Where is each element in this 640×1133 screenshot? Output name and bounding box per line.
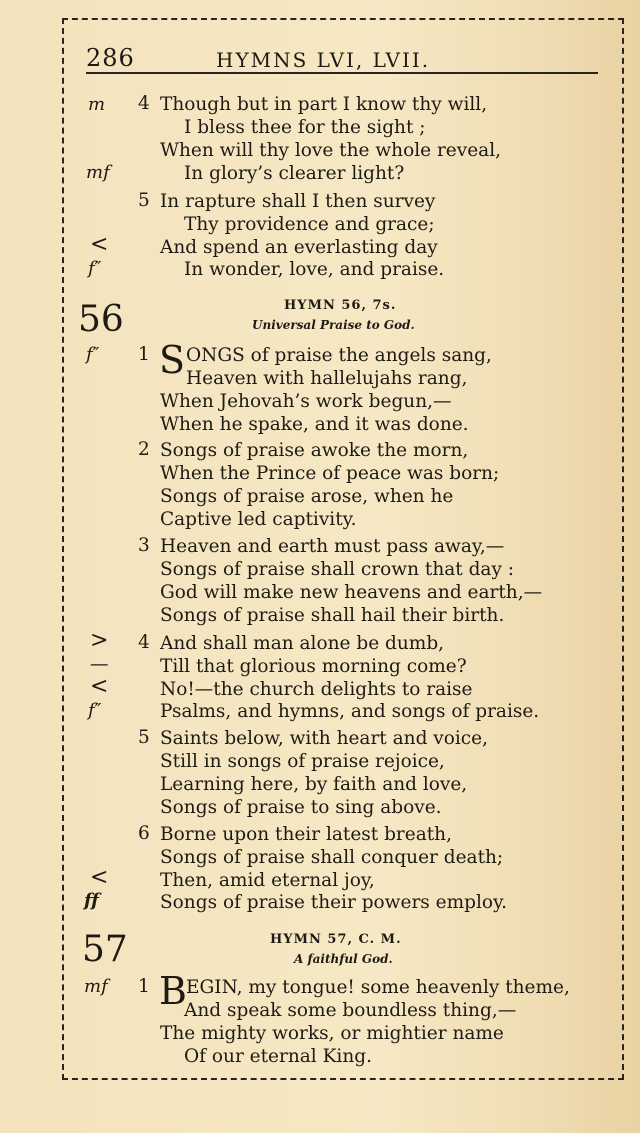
stanza-number: 3 bbox=[138, 535, 150, 556]
verse-line: Of our eternal King. bbox=[184, 1046, 372, 1067]
dynamic-mark: mf bbox=[84, 976, 108, 997]
stanza-number: 4 bbox=[138, 632, 150, 653]
verse-line: No!—the church delights to raise bbox=[160, 679, 473, 700]
verse-line: Though but in part I know thy will, bbox=[160, 94, 488, 115]
verse-line: Till that glorious morning come? bbox=[160, 656, 467, 677]
verse-line: In rapture shall I then survey bbox=[160, 191, 436, 212]
stanza-number: 5 bbox=[138, 190, 150, 211]
verse-line: The mighty works, or mightier name bbox=[160, 1023, 504, 1044]
dynamic-mark: mf bbox=[86, 162, 110, 183]
verse-line: EGIN, my tongue! some heavenly theme, bbox=[186, 977, 570, 998]
stanza-number: 1 bbox=[138, 976, 150, 997]
drop-capital: S bbox=[159, 338, 186, 382]
hymn-subtitle: Universal Praise to God. bbox=[252, 318, 415, 332]
verse-line: Heaven with hallelujahs rang, bbox=[186, 368, 468, 389]
verse-line: Then, amid eternal joy, bbox=[160, 870, 375, 891]
hymn-title: HYMN 57, C. M. bbox=[270, 932, 402, 947]
verse-line: Captive led captivity. bbox=[160, 509, 357, 530]
verse-line: When Jehovah’s work begun,— bbox=[160, 391, 452, 412]
verse-line: Learning here, by faith and love, bbox=[160, 774, 468, 795]
page-header bbox=[86, 42, 598, 74]
verse-line: Thy providence and grace; bbox=[184, 214, 435, 235]
dynamic-mark: m bbox=[88, 94, 106, 115]
verse-line: Songs of praise awoke the morn, bbox=[160, 440, 469, 461]
verse-line: Songs of praise to sing above. bbox=[160, 797, 442, 818]
verse-line: In glory’s clearer light? bbox=[184, 163, 405, 184]
verse-line: Songs of praise shall conquer death; bbox=[160, 847, 504, 868]
verse-line: Songs of praise shall hail their birth. bbox=[160, 605, 505, 626]
verse-line: Songs of praise shall crown that day : bbox=[160, 559, 515, 580]
hymn-number: 56 bbox=[78, 299, 124, 340]
crescendo-mark: < bbox=[90, 232, 109, 257]
verse-line: And speak some boundless thing,— bbox=[184, 1000, 517, 1021]
verse-line: I bless thee for the sight ; bbox=[184, 117, 426, 138]
hymn-subtitle: A faithful God. bbox=[294, 952, 393, 966]
verse-line: When will thy love the whole reveal, bbox=[160, 140, 501, 161]
verse-line: And shall man alone be dumb, bbox=[160, 633, 445, 654]
stanza-number: 4 bbox=[138, 93, 150, 114]
verse-line: Songs of praise arose, when he bbox=[160, 486, 454, 507]
crescendo-mark: < bbox=[90, 865, 109, 890]
verse-line: When the Prince of peace was born; bbox=[160, 463, 500, 484]
verse-line: ONGS of praise the angels sang, bbox=[186, 345, 492, 366]
decrescendo-mark: > bbox=[90, 628, 109, 653]
hymn-number: 57 bbox=[82, 929, 128, 970]
hymn-title: HYMN 56, 7s. bbox=[284, 298, 397, 313]
dynamic-mark: f″ bbox=[88, 258, 102, 279]
verse-line: When he spake, and it was done. bbox=[160, 414, 469, 435]
running-head: HYMNS LVI, LVII. bbox=[216, 48, 431, 72]
dynamic-mark: f″ bbox=[88, 700, 102, 721]
stanza-number: 1 bbox=[138, 344, 150, 365]
page-number: 286 bbox=[86, 44, 135, 72]
stanza-number: 6 bbox=[138, 823, 150, 844]
verse-line: Still in songs of praise rejoice, bbox=[160, 751, 445, 772]
stanza-number: 5 bbox=[138, 727, 150, 748]
dynamic-mark: f″ bbox=[86, 344, 100, 365]
drop-capital: B bbox=[159, 969, 187, 1013]
verse-line: Borne upon their latest breath, bbox=[160, 824, 452, 845]
verse-line: Saints below, with heart and voice, bbox=[160, 728, 488, 749]
verse-line: Heaven and earth must pass away,— bbox=[160, 536, 505, 557]
pause-mark: — bbox=[90, 654, 109, 675]
verse-line: Psalms, and hymns, and songs of praise. bbox=[160, 701, 540, 722]
dynamic-mark: ff bbox=[84, 890, 99, 911]
verse-line: And spend an everlasting day bbox=[160, 237, 438, 258]
verse-line: Songs of praise their powers employ. bbox=[160, 892, 507, 913]
crescendo-mark: < bbox=[90, 674, 109, 699]
verse-line: In wonder, love, and praise. bbox=[184, 259, 445, 280]
stanza-number: 2 bbox=[138, 439, 150, 460]
verse-line: God will make new heavens and earth,— bbox=[160, 582, 543, 603]
